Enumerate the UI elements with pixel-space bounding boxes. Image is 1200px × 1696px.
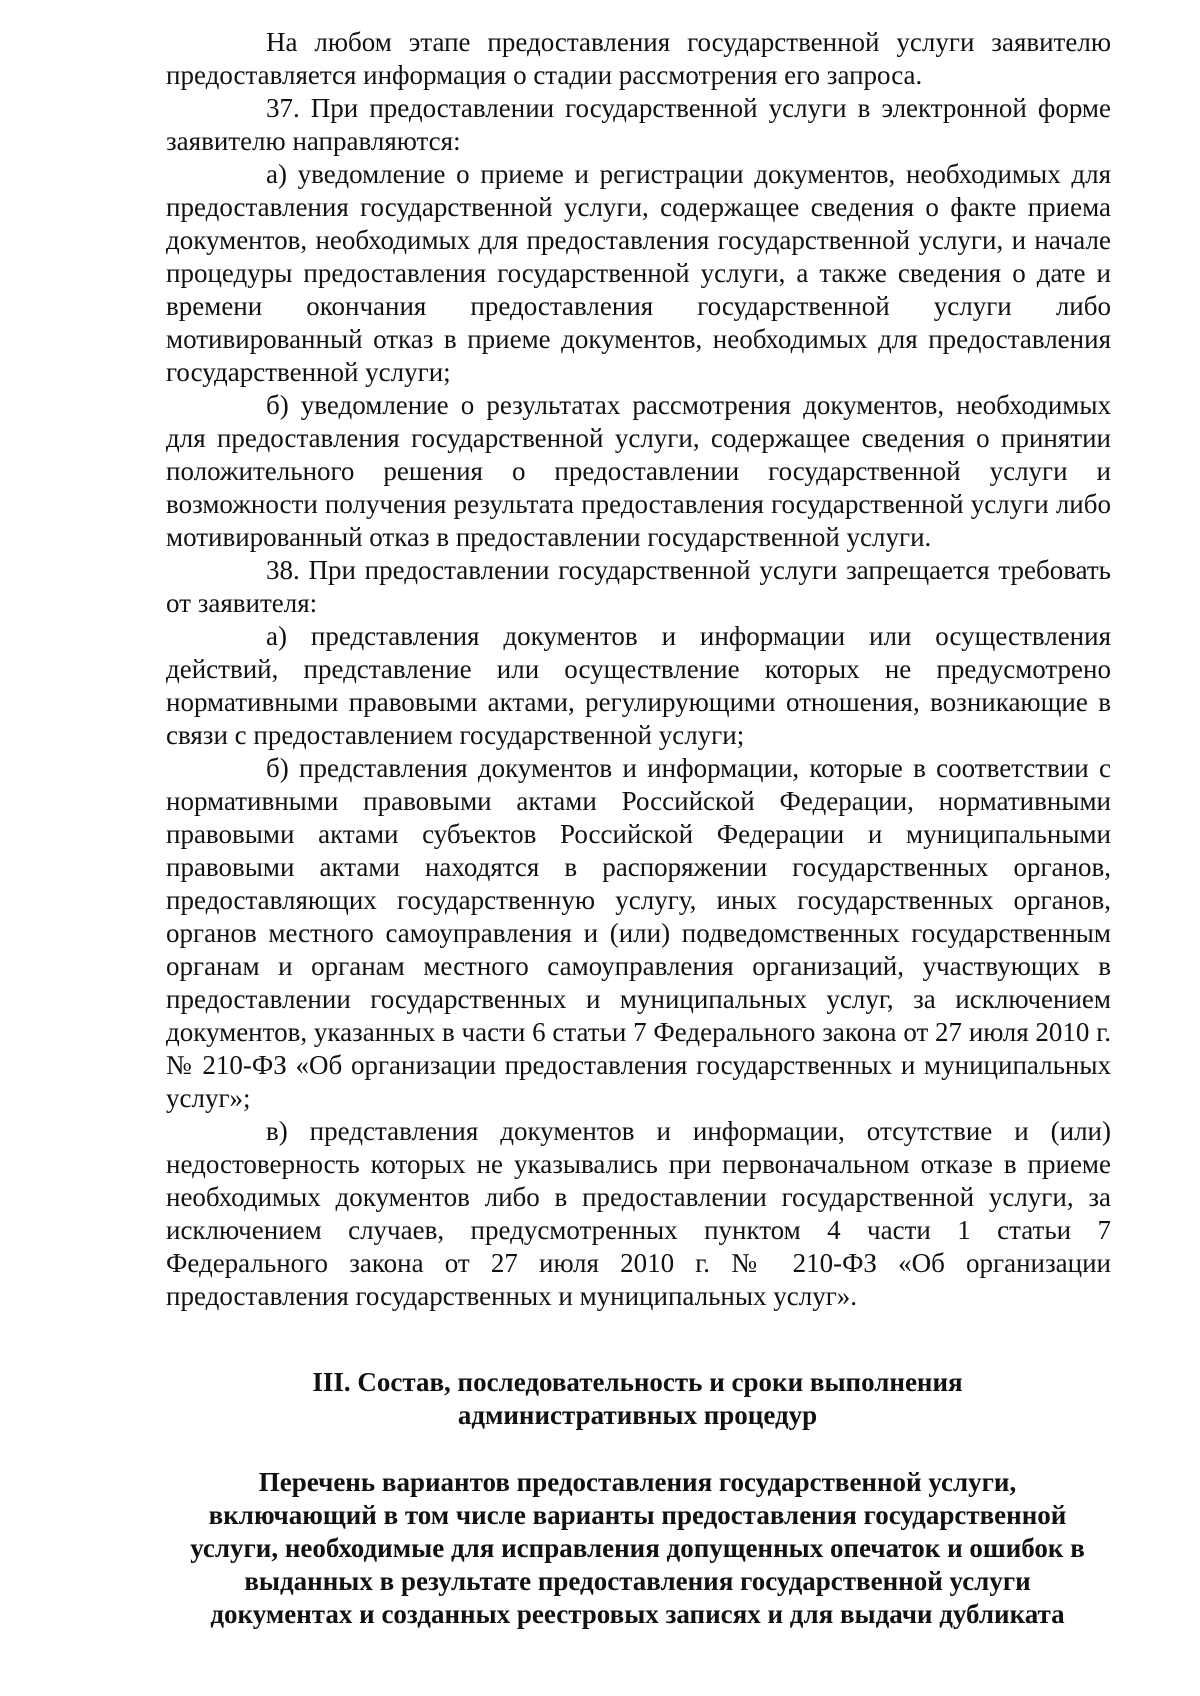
sub-heading-line: включающий в том числе варианты предоставления государственной xyxy=(208,1500,1067,1530)
section-heading-line: III. Состав, последовательность и сроки выполнения xyxy=(312,1367,963,1397)
sub-heading xyxy=(160,1466,1115,1631)
section-heading-line: административных процедур xyxy=(457,1400,818,1430)
paragraph-38-v: в) представления документов и информации, отсутствие и (или) недостоверность которых не указывались при первоначальном отказе в приеме необходимых документов либо в предоставлении государственной услуги, за исключением случаев, предусмотренных пунктом 4 части 1 статьи 7 Федерального закона от 27 июля 2010 г. № 210-ФЗ «Об организации предоставления государственных и муниципальных услуг». xyxy=(166,1116,1111,1311)
paragraph-38-b: б) представления документов и информации, которые в соответствии с нормативными правовыми актами Российской Федерации, нормативными правовыми актами субъектов Российской Федерации и муниципальными правовыми актами находятся в распоряжении государственных органов, предоставляющих государственную услугу, иных государственных органов, органов местного самоуправления и (или) подведомственных государственным органам и органам местного самоуправления организаций, участвующих в предоставлении государственных и муниципальных услуг, за исключением документов, указанных в части 6 статьи 7 Федерального закона от 27 июля 2010 г. № 210-ФЗ «Об организации предоставления государственных и муниципальных услуг»; xyxy=(166,753,1111,1113)
paragraph-37-a: а) уведомление о приеме и регистрации документов, необходимых для предоставления государственной услуги, содержащее сведения о факте приема документов, необходимых для предоставления государственной услуги, и начале процедуры предоставления государственной услуги, а также сведения о дате и времени окончания предоставления государственной услуги либо мотивированный отказ в приеме документов, необходимых для предоставления государственной услуги; xyxy=(166,159,1111,387)
paragraph-37-b: б) уведомление о результатах рассмотрения документов, необходимых для предоставления государственной услуги, содержащее сведения о принятии положительного решения о предоставлении государственной услуги и возможности получения результата предоставления государственной услуги либо мотивированный отказ в предоставлении государственной услуги. xyxy=(166,390,1111,552)
sub-heading-line: Перечень вариантов предоставления государственной услуги, xyxy=(258,1467,1017,1497)
paragraph-38: 38. При предоставлении государственной услуги запрещается требовать от заявителя: xyxy=(166,555,1111,618)
sub-heading-line: документах и созданных реестровых записях и для выдачи дубликата xyxy=(210,1599,1065,1629)
paragraph-38-a: а) представления документов и информации или осуществления действий, представление или осуществление которых не предусмотрено нормативными правовыми актами, регулирующими отношения, возникающие в связи с предоставлением государственной услуги; xyxy=(166,621,1111,750)
sub-heading-line: услуги, необходимые для исправления допущенных опечаток и ошибок в xyxy=(190,1533,1085,1563)
paragraph-stage-info: На любом этапе предоставления государственной услуги заявителю предоставляется информация о стадии рассмотрения его запроса. xyxy=(166,27,1111,90)
paragraph-37: 37. При предоставлении государственной услуги в электронной форме заявителю направляются: xyxy=(166,93,1111,156)
body-text xyxy=(166,26,1111,1313)
section-heading xyxy=(160,1366,1115,1432)
sub-heading-line: выданных в результате предоставления государственной услуги xyxy=(244,1566,1031,1596)
